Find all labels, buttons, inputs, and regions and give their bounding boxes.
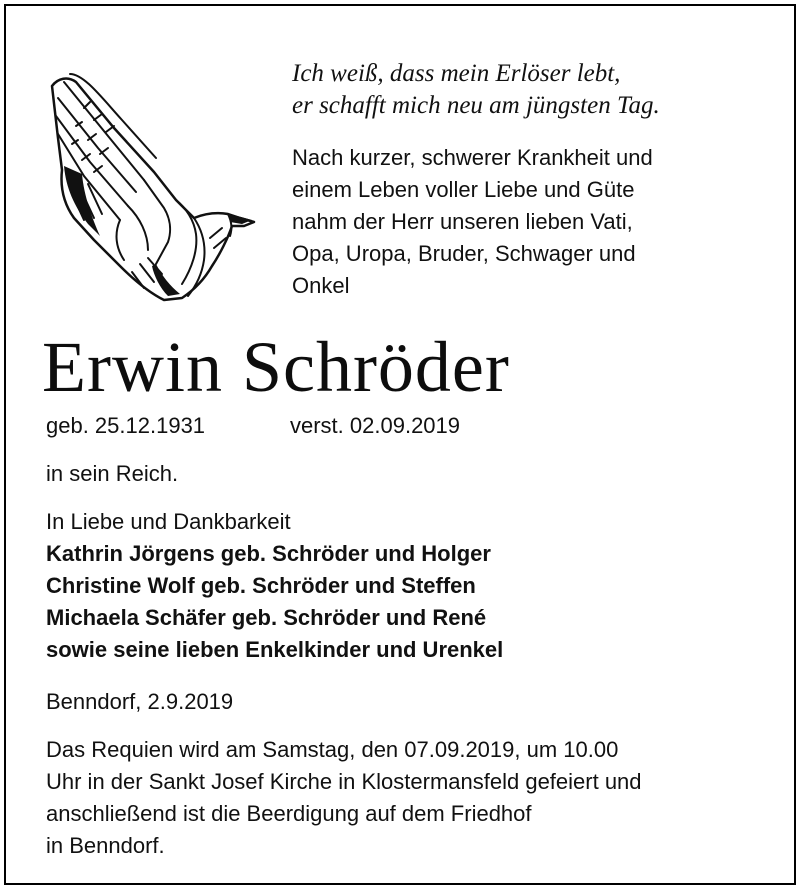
verse-line-2: er schafft mich neu am jüngsten Tag.: [292, 92, 660, 119]
verse: [292, 58, 772, 122]
service-info: [46, 734, 642, 862]
birth-date: geb. 25.12.1931: [46, 413, 206, 438]
praying-hands-icon: [44, 68, 260, 304]
mourners-intro: In Liebe und Dankbarkeit: [46, 509, 291, 534]
service-line: anschließend ist die Beerdigung auf dem Friedhof: [46, 801, 532, 826]
intro-line: Opa, Uropa, Bruder, Schwager und: [292, 241, 636, 266]
mourners: [46, 506, 503, 666]
place-date: Benndorf, 2.9.2019: [46, 689, 234, 714]
service-line: Das Requien wird am Samstag, den 07.09.2019, um 10.00: [46, 737, 619, 762]
in-sein-reich: in sein Reich.: [46, 461, 179, 486]
service-line: in Benndorf.: [46, 833, 165, 858]
intro-line: Nach kurzer, schwerer Krankheit und: [292, 145, 653, 170]
intro-line: einem Leben voller Liebe und Güte: [292, 177, 635, 202]
deceased-name: Erwin Schröder: [42, 327, 510, 407]
mourner-line: sowie seine lieben Enkelkinder und Urenkel: [46, 637, 504, 662]
verse-line-1: Ich weiß, dass mein Erlöser lebt,: [292, 60, 621, 87]
service-line: Uhr in der Sankt Josef Kirche in Klostermansfeld gefeiert und: [46, 769, 642, 794]
life-dates: [46, 410, 460, 442]
intro-line: nahm der Herr unseren lieben Vati,: [292, 209, 633, 234]
mourner-line: Kathrin Jörgens geb. Schröder und Holger: [46, 541, 491, 566]
mourner-line: Christine Wolf geb. Schröder und Steffen: [46, 573, 476, 598]
death-date: verst. 02.09.2019: [290, 413, 461, 438]
mourner-line: Michaela Schäfer geb. Schröder und René: [46, 605, 487, 630]
intro-line: Onkel: [292, 273, 350, 298]
intro-text: [292, 142, 762, 302]
